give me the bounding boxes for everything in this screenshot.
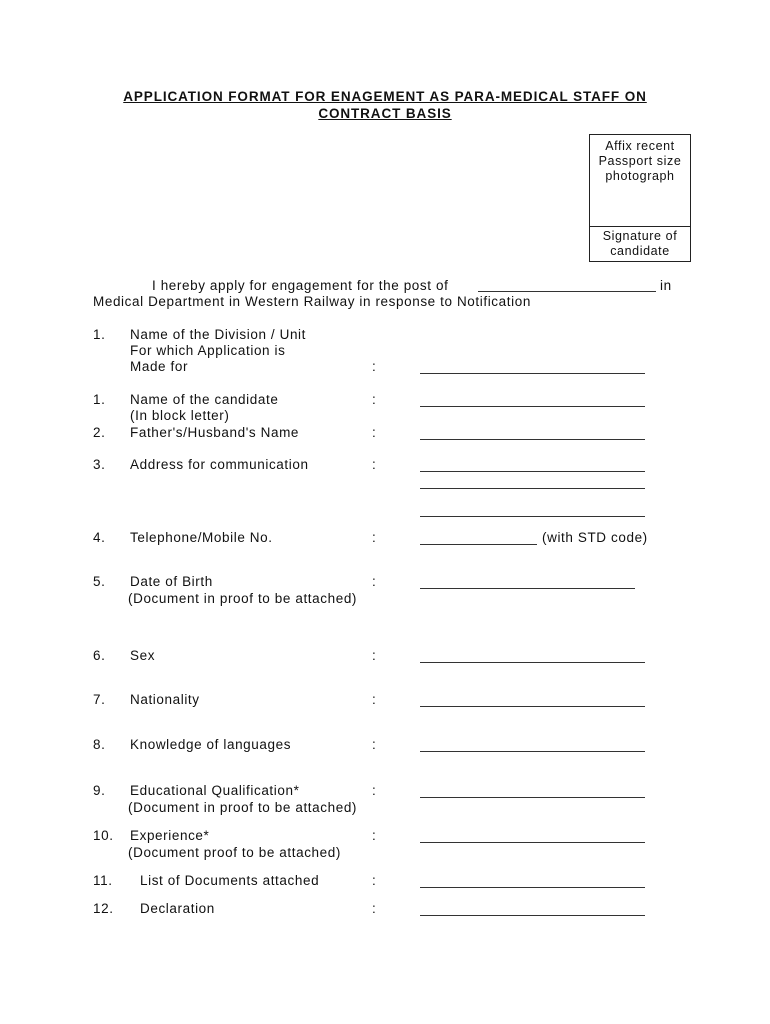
- item-number: 6.: [93, 648, 106, 663]
- item-label: Experience*: [130, 828, 210, 843]
- item-label: Telephone/Mobile No.: [130, 530, 273, 545]
- division-field[interactable]: [420, 373, 645, 374]
- item-number: 5.: [93, 574, 106, 589]
- item-colon: :: [372, 392, 377, 407]
- item-label: Knowledge of languages: [130, 737, 292, 752]
- item-label: Declaration: [140, 901, 215, 916]
- item-number: 1.: [93, 392, 106, 407]
- item-label: List of Documents attached: [140, 873, 320, 888]
- item-colon: :: [372, 873, 377, 888]
- item-colon: :: [372, 901, 377, 916]
- telephone-field[interactable]: [420, 544, 537, 545]
- title-line-2: CONTRACT BASIS: [318, 106, 452, 121]
- candidate-name-field[interactable]: [420, 406, 645, 407]
- signature-text-line-1: Signature of: [602, 229, 678, 243]
- intro-line-1: I hereby apply for engagement for the post of: [152, 278, 449, 293]
- item-label: Address for communication: [130, 457, 309, 472]
- item-label: Educational Qualification*: [130, 783, 300, 798]
- item-colon: :: [372, 648, 377, 663]
- item-number: 2.: [93, 425, 106, 440]
- education-field[interactable]: [420, 797, 645, 798]
- item-note: (Document in proof to be attached): [128, 800, 358, 815]
- intro-line-1-end: in: [660, 278, 672, 293]
- item-note: (Document proof to be attached): [128, 845, 341, 860]
- item-number: 7.: [93, 692, 106, 707]
- item-colon: :: [372, 359, 377, 374]
- item-number: 10.: [93, 828, 114, 843]
- item-label-line-3: Made for: [130, 359, 189, 374]
- photo-text-line-3: photograph: [605, 169, 675, 183]
- item-colon: :: [372, 783, 377, 798]
- documents-field[interactable]: [420, 887, 645, 888]
- signature-text-line-2: candidate: [610, 244, 670, 258]
- item-label: Father's/Husband's Name: [130, 425, 300, 440]
- photo-area: [590, 135, 690, 227]
- item-note: (Document in proof to be attached): [128, 591, 358, 606]
- item-colon: :: [372, 574, 377, 589]
- experience-field[interactable]: [420, 842, 645, 843]
- item-number: 3.: [93, 457, 106, 472]
- item-label-line-2: For which Application is: [130, 343, 286, 358]
- item-colon: :: [372, 425, 377, 440]
- item-number: 4.: [93, 530, 106, 545]
- address-field-line-3[interactable]: [420, 516, 645, 517]
- item-colon: :: [372, 737, 377, 752]
- photo-text-line-2: Passport size: [598, 154, 682, 168]
- address-field-line-2[interactable]: [420, 488, 645, 489]
- item-colon: :: [372, 692, 377, 707]
- address-field-line-1[interactable]: [420, 471, 645, 472]
- item-label: Nationality: [130, 692, 200, 707]
- sex-field[interactable]: [420, 662, 645, 663]
- std-code-note: (with STD code): [542, 530, 648, 545]
- item-colon: :: [372, 530, 377, 545]
- languages-field[interactable]: [420, 751, 645, 752]
- date-of-birth-field[interactable]: [420, 588, 635, 589]
- father-husband-name-field[interactable]: [420, 439, 645, 440]
- item-number: 12.: [93, 901, 114, 916]
- nationality-field[interactable]: [420, 706, 645, 707]
- item-label-line-1: Name of the Division / Unit: [130, 327, 307, 342]
- item-colon: :: [372, 457, 377, 472]
- photo-signature-box: [589, 134, 691, 262]
- item-label: Date of Birth: [130, 574, 213, 589]
- item-number: 11.: [93, 873, 113, 888]
- declaration-field[interactable]: [420, 915, 645, 916]
- intro-line-2: Medical Department in Western Railway in response to Notification: [93, 294, 531, 309]
- post-name-field[interactable]: [478, 291, 656, 292]
- title-line-1: APPLICATION FORMAT FOR ENAGEMENT AS PARA-MEDICAL STAFF ON: [123, 89, 647, 104]
- item-label-line-1: Name of the candidate: [130, 392, 279, 407]
- item-label: Sex: [130, 648, 156, 663]
- item-number: 8.: [93, 737, 106, 752]
- photo-text-line-1: Affix recent: [605, 139, 675, 153]
- item-colon: :: [372, 828, 377, 843]
- item-number: 9.: [93, 783, 106, 798]
- item-label-line-2: (In block letter): [130, 408, 230, 423]
- item-number: 1.: [93, 327, 106, 342]
